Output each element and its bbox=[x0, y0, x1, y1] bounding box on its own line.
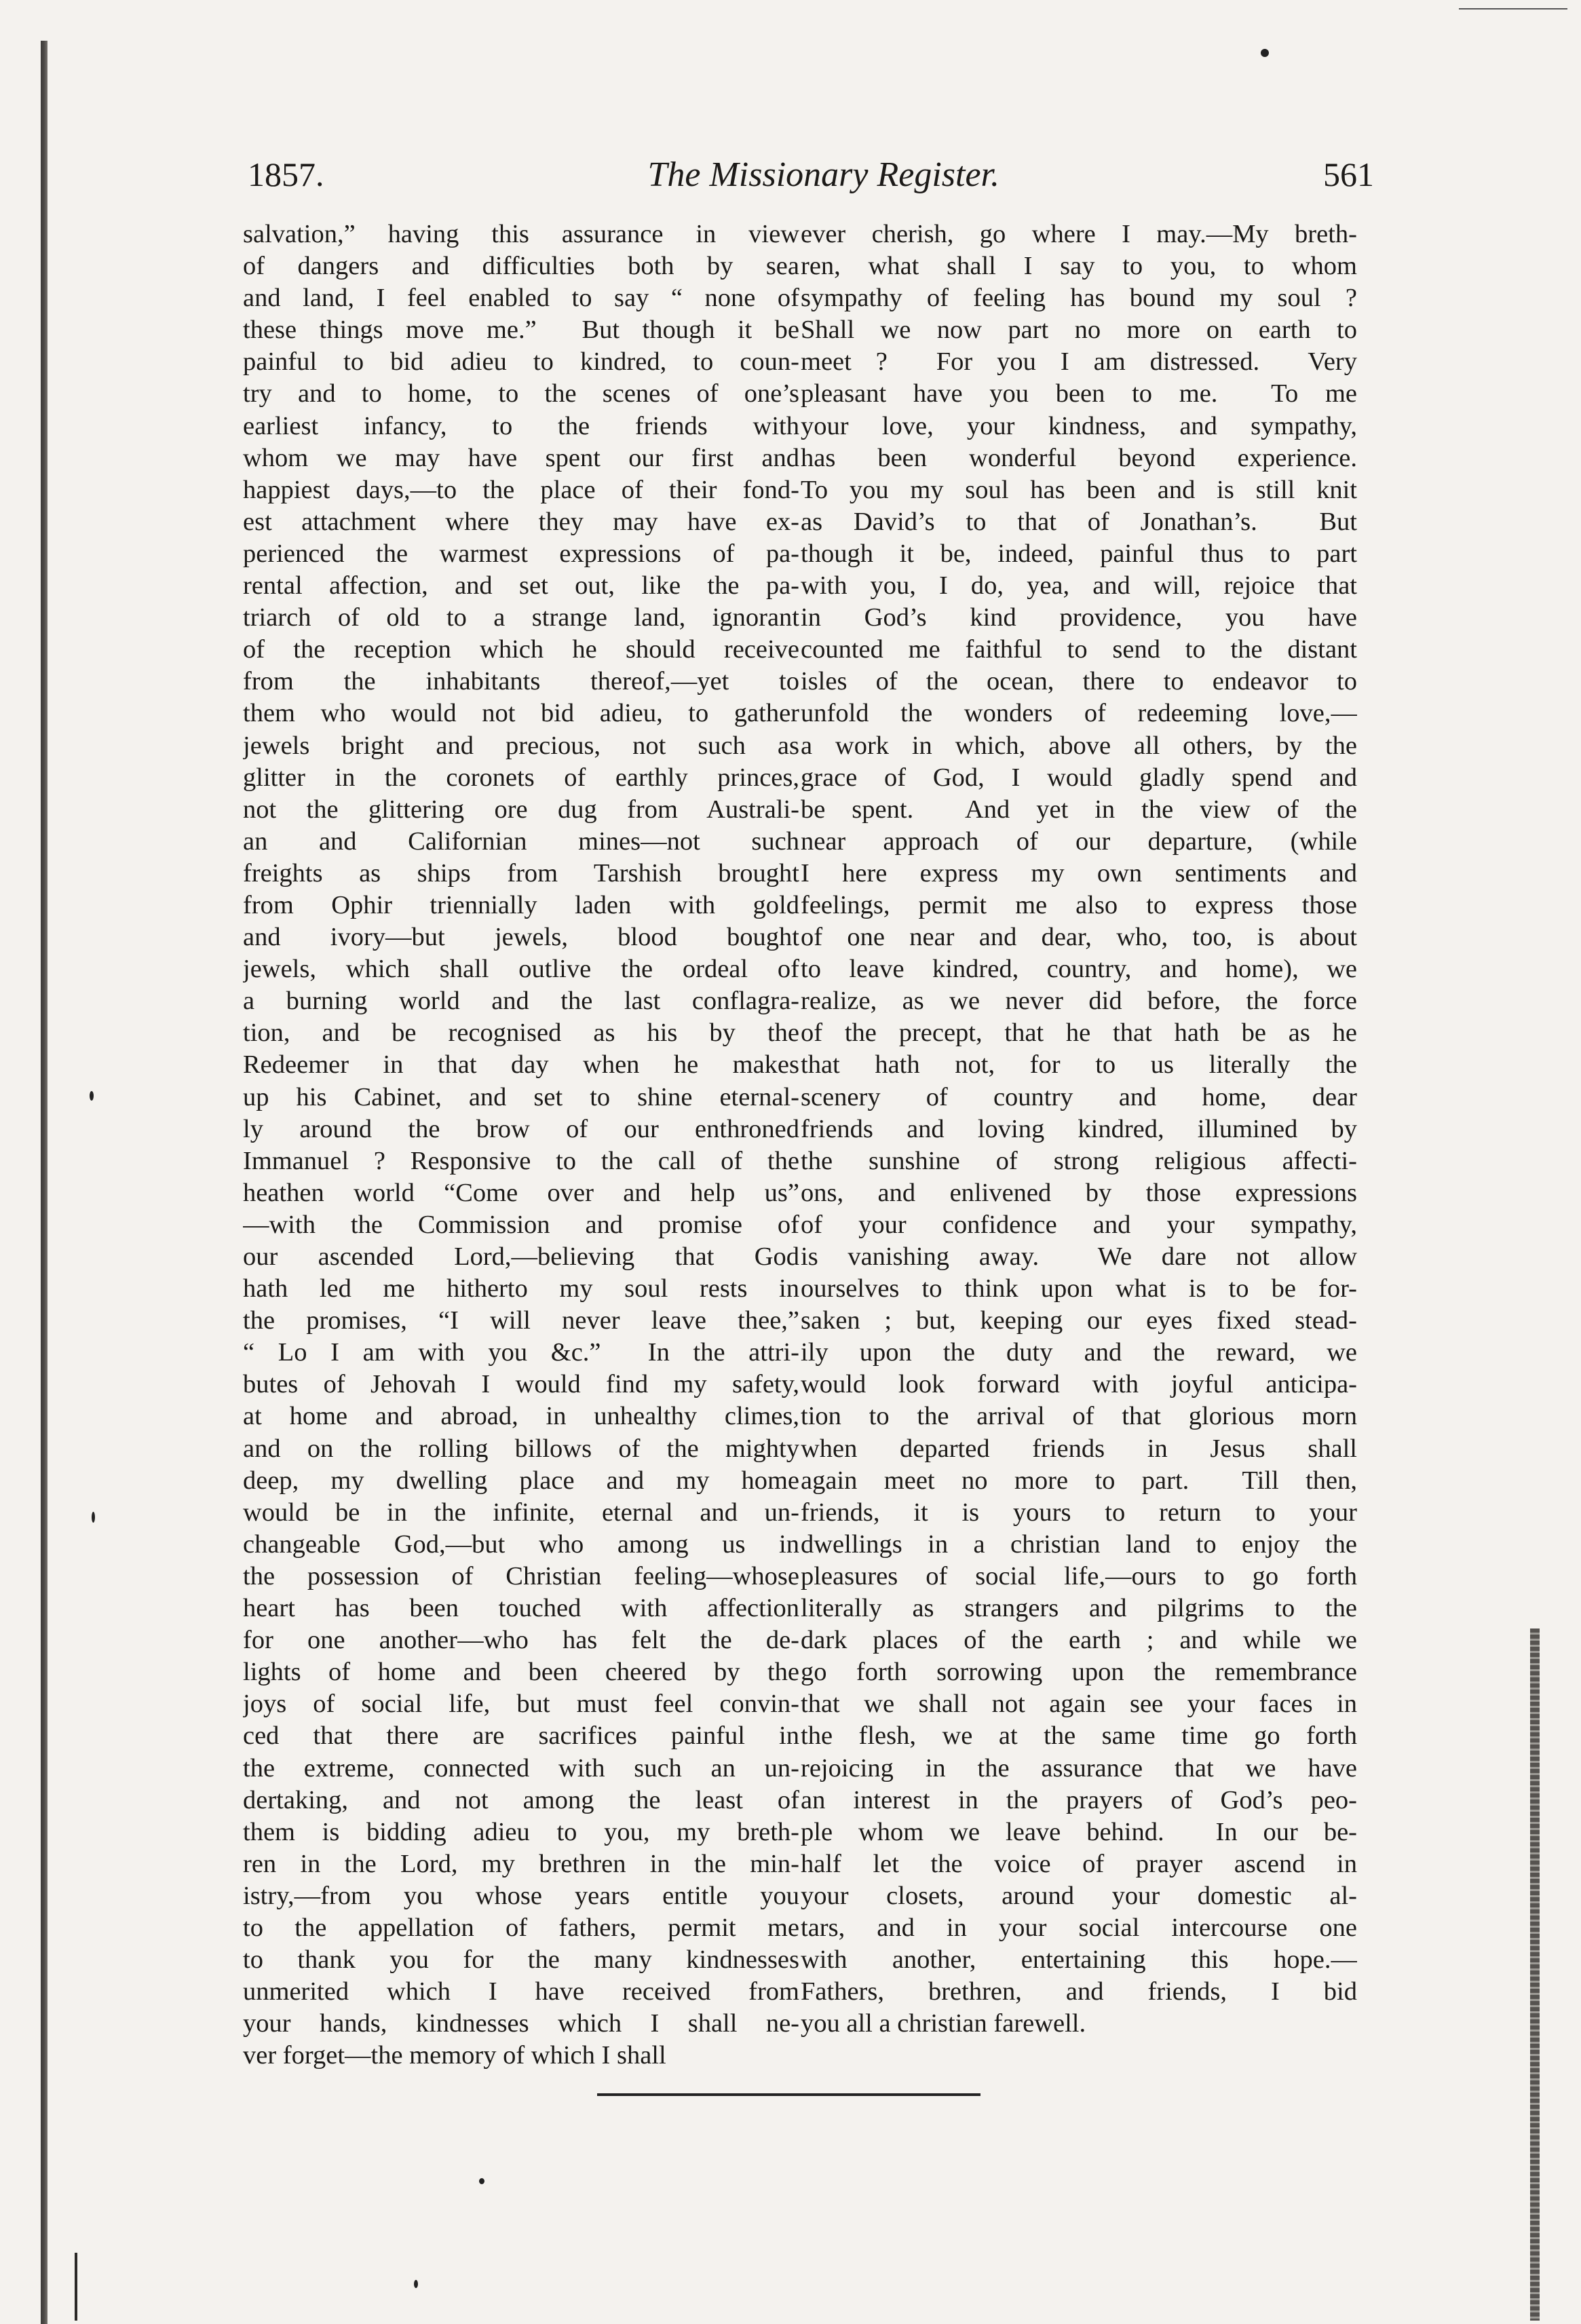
text-line: I here express my own sentiments and bbox=[801, 858, 1357, 888]
text-line: deep, my dwelling place and my home bbox=[243, 1466, 799, 1495]
text-line: jewels, which shall outlive the ordeal of bbox=[243, 955, 799, 984]
text-line: earliest infancy, to the friends with bbox=[243, 411, 799, 440]
text-line: unfold the wonders of redeeming love,— bbox=[801, 699, 1357, 728]
text-line: with you, I do, yea, and will, rejoice that bbox=[801, 571, 1357, 601]
text-line: Fathers, brethren, and friends, I bid bbox=[801, 1977, 1357, 2006]
text-line: an and Californian mines—not such bbox=[243, 826, 799, 856]
text-line: rejoicing in the assurance that we have bbox=[801, 1753, 1357, 1783]
text-line: for one another—who has felt the de- bbox=[243, 1626, 799, 1655]
text-line: to the appellation of fathers, permit me bbox=[243, 1913, 799, 1942]
text-line: is vanishing away. We dare not allow bbox=[801, 1242, 1357, 1271]
text-line: freights as ships from Tarshish brought bbox=[243, 858, 799, 888]
text-line: triarch of old to a strange land, ignorant bbox=[243, 603, 799, 632]
text-line: joys of social life, but must feel convin- bbox=[243, 1690, 799, 1719]
text-line: with another, entertaining this hope.— bbox=[801, 1945, 1357, 1975]
binding-edge-right bbox=[1530, 1628, 1540, 2321]
text-line: of the precept, that he that hath be as he bbox=[801, 1018, 1357, 1048]
text-line: an interest in the prayers of God’s peo- bbox=[801, 1785, 1357, 1814]
text-line: of one near and dear, who, too, is about bbox=[801, 923, 1357, 952]
text-line: go forth sorrowing upon the remembrance bbox=[801, 1658, 1357, 1687]
text-line: literally as strangers and pilgrims to the bbox=[801, 1594, 1357, 1623]
text-line: would look forward with joyful anticipa- bbox=[801, 1370, 1357, 1399]
text-line: to leave kindred, country, and home), we bbox=[801, 955, 1357, 984]
binding-edge-left bbox=[41, 41, 47, 2324]
text-line: and on the rolling billows of the mighty bbox=[243, 1434, 799, 1463]
text-line: of the reception which he should receive bbox=[243, 635, 799, 664]
header-year: 1857. bbox=[248, 155, 324, 193]
scan-edge-line bbox=[1459, 8, 1567, 9]
text-line: ple whom we leave behind. In our be- bbox=[801, 1817, 1357, 1846]
page-number: 561 bbox=[1323, 155, 1374, 193]
text-line: sympathy of feeling has bound my soul ? bbox=[801, 284, 1357, 313]
text-line: Redeemer in that day when he makes bbox=[243, 1050, 799, 1080]
text-line: lights of home and been cheered by the bbox=[243, 1658, 799, 1687]
text-line: from the inhabitants thereof,—yet to bbox=[243, 667, 799, 696]
text-line: the sunshine of strong religious affecti- bbox=[801, 1146, 1357, 1175]
page-header bbox=[248, 155, 1374, 202]
text-line: the flesh, we at the same time go forth bbox=[801, 1721, 1357, 1751]
text-line: the promises, “I will never leave thee,” bbox=[243, 1306, 799, 1335]
text-line: of dangers and difficulties both by sea bbox=[243, 252, 799, 281]
text-line: isles of the ocean, there to endeavor to bbox=[801, 667, 1357, 696]
text-line: ons, and enlivened by those expressions bbox=[801, 1178, 1357, 1207]
text-line: heart has been touched with affection bbox=[243, 1594, 799, 1623]
text-line: pleasures of social life,—ours to go forth bbox=[801, 1561, 1357, 1590]
text-line: happiest days,—to the place of their fond- bbox=[243, 475, 799, 504]
section-end-rule bbox=[597, 2093, 980, 2096]
ink-speck bbox=[90, 1091, 94, 1101]
text-line: friends, it is yours to return to your bbox=[801, 1498, 1357, 1527]
text-line: and ivory—but jewels, blood bought bbox=[243, 923, 799, 952]
text-line: them is bidding adieu to you, my breth- bbox=[243, 1817, 799, 1846]
text-line: scenery of country and home, dear bbox=[801, 1082, 1357, 1111]
text-line: these things move me.” But though it be bbox=[243, 316, 799, 345]
text-line: a burning world and the last conflagra- bbox=[243, 987, 799, 1016]
text-column-right bbox=[801, 218, 1357, 2040]
text-line: in God’s kind providence, you have bbox=[801, 603, 1357, 632]
text-line: Shall we now part no more on earth to bbox=[801, 316, 1357, 345]
text-line: ourselves to think upon what is to be for- bbox=[801, 1274, 1357, 1303]
text-line: feelings, permit me also to express those bbox=[801, 890, 1357, 919]
ink-speck bbox=[92, 1512, 95, 1523]
text-line: est attachment where they may have ex- bbox=[243, 507, 799, 536]
text-line: ren, what shall I say to you, to whom bbox=[801, 252, 1357, 281]
text-line: to thank you for the many kindnesses bbox=[243, 1945, 799, 1975]
text-line: as David’s to that of Jonathan’s. But bbox=[801, 507, 1357, 536]
text-line: To you my soul has been and is still knit bbox=[801, 475, 1357, 504]
text-line: counted me faithful to send to the distant bbox=[801, 635, 1357, 664]
text-line: again meet no more to part. Till then, bbox=[801, 1466, 1357, 1495]
text-line: at home and abroad, in unhealthy climes, bbox=[243, 1402, 799, 1431]
text-line: when departed friends in Jesus shall bbox=[801, 1434, 1357, 1463]
text-line: would be in the infinite, eternal and un- bbox=[243, 1498, 799, 1527]
binding-edge-left-mark bbox=[75, 2253, 77, 2321]
text-line: heathen world “Come over and help us” bbox=[243, 1178, 799, 1207]
text-line: of your confidence and your sympathy, bbox=[801, 1210, 1357, 1239]
text-line: whom we may have spent our first and bbox=[243, 443, 799, 472]
text-line: try and to home, to the scenes of one’s bbox=[243, 379, 799, 408]
text-line: and land, I feel enabled to say “ none of bbox=[243, 284, 799, 313]
text-line: glitter in the coronets of earthly princes, bbox=[243, 763, 799, 792]
text-line: saken ; but, keeping our eyes fixed stead- bbox=[801, 1306, 1357, 1335]
text-line: unmerited which I have received from bbox=[243, 1977, 799, 2006]
text-line: rental affection, and set out, like the pa- bbox=[243, 571, 799, 601]
text-line: ever cherish, go where I may.—My breth- bbox=[801, 220, 1357, 248]
text-line: ced that there are sacrifices painful in bbox=[243, 1721, 799, 1751]
text-line: you all a christian farewell. bbox=[801, 2009, 1086, 2038]
text-line: that hath not, for to us literally the bbox=[801, 1050, 1357, 1080]
text-line: a work in which, above all others, by the bbox=[801, 731, 1357, 760]
text-line: ly around the brow of our enthroned bbox=[243, 1114, 799, 1143]
text-line: half let the voice of prayer ascend in bbox=[801, 1849, 1357, 1878]
text-line: ren in the Lord, my brethren in the min- bbox=[243, 1849, 799, 1878]
text-column-left bbox=[243, 218, 799, 2072]
text-line: jewels bright and precious, not such as bbox=[243, 731, 799, 760]
text-line: up his Cabinet, and set to shine eternal- bbox=[243, 1082, 799, 1111]
text-line: dertaking, and not among the least of bbox=[243, 1785, 799, 1814]
text-line: not the glittering ore dug from Australi- bbox=[243, 795, 799, 824]
text-line: has been wonderful beyond experience. bbox=[801, 443, 1357, 472]
text-line: the extreme, connected with such an un- bbox=[243, 1753, 799, 1783]
ink-speck bbox=[479, 2178, 484, 2184]
text-line: meet ? For you I am distressed. Very bbox=[801, 347, 1357, 377]
text-line: though it be, indeed, painful thus to part bbox=[801, 539, 1357, 568]
text-line: hath led me hitherto my soul rests in bbox=[243, 1274, 799, 1303]
text-line: that we shall not again see your faces in bbox=[801, 1690, 1357, 1719]
text-line: your hands, kindnesses which I shall ne- bbox=[243, 2009, 799, 2038]
text-line: ver forget—the memory of which I shall bbox=[243, 2041, 666, 2070]
ink-speck bbox=[414, 2280, 418, 2288]
text-line: changeable God,—but who among us in bbox=[243, 1529, 799, 1559]
text-line: dark places of the earth ; and while we bbox=[801, 1626, 1357, 1655]
text-line: pleasant have you been to me. To me bbox=[801, 379, 1357, 408]
text-line: our ascended Lord,—believing that God bbox=[243, 1242, 799, 1271]
text-line: from Ophir triennially laden with gold bbox=[243, 890, 799, 919]
text-line: realize, as we never did before, the force bbox=[801, 987, 1357, 1016]
running-title: The Missionary Register. bbox=[647, 155, 1000, 194]
text-line: perienced the warmest expressions of pa- bbox=[243, 539, 799, 568]
text-line: ily upon the duty and the reward, we bbox=[801, 1338, 1357, 1367]
text-line: painful to bid adieu to kindred, to coun- bbox=[243, 347, 799, 377]
text-line: your love, your kindness, and sympathy, bbox=[801, 411, 1357, 440]
text-line: “ Lo I am with you &c.” In the attri- bbox=[243, 1338, 799, 1367]
text-line: salvation,” having this assurance in view bbox=[243, 220, 799, 248]
text-line: —with the Commission and promise of bbox=[243, 1210, 799, 1239]
text-line: your closets, around your domestic al- bbox=[801, 1881, 1357, 1910]
text-line: Immanuel ? Responsive to the call of the bbox=[243, 1146, 799, 1175]
text-line: friends and loving kindred, illumined by bbox=[801, 1114, 1357, 1143]
text-line: istry,—from you whose years entitle you bbox=[243, 1881, 799, 1910]
text-line: butes of Jehovah I would find my safety, bbox=[243, 1370, 799, 1399]
text-line: grace of God, I would gladly spend and bbox=[801, 763, 1357, 792]
text-line: near approach of our departure, (while bbox=[801, 826, 1357, 856]
text-line: be spent. And yet in the view of the bbox=[801, 795, 1357, 824]
text-line: dwellings in a christian land to enjoy the bbox=[801, 1529, 1357, 1559]
text-line: tion, and be recognised as his by the bbox=[243, 1018, 799, 1048]
text-line: them who would not bid adieu, to gather bbox=[243, 699, 799, 728]
text-line: the possession of Christian feeling—whose bbox=[243, 1561, 799, 1590]
ink-speck bbox=[1261, 49, 1269, 57]
text-line: tars, and in your social intercourse one bbox=[801, 1913, 1357, 1942]
text-line: tion to the arrival of that glorious morn bbox=[801, 1402, 1357, 1431]
